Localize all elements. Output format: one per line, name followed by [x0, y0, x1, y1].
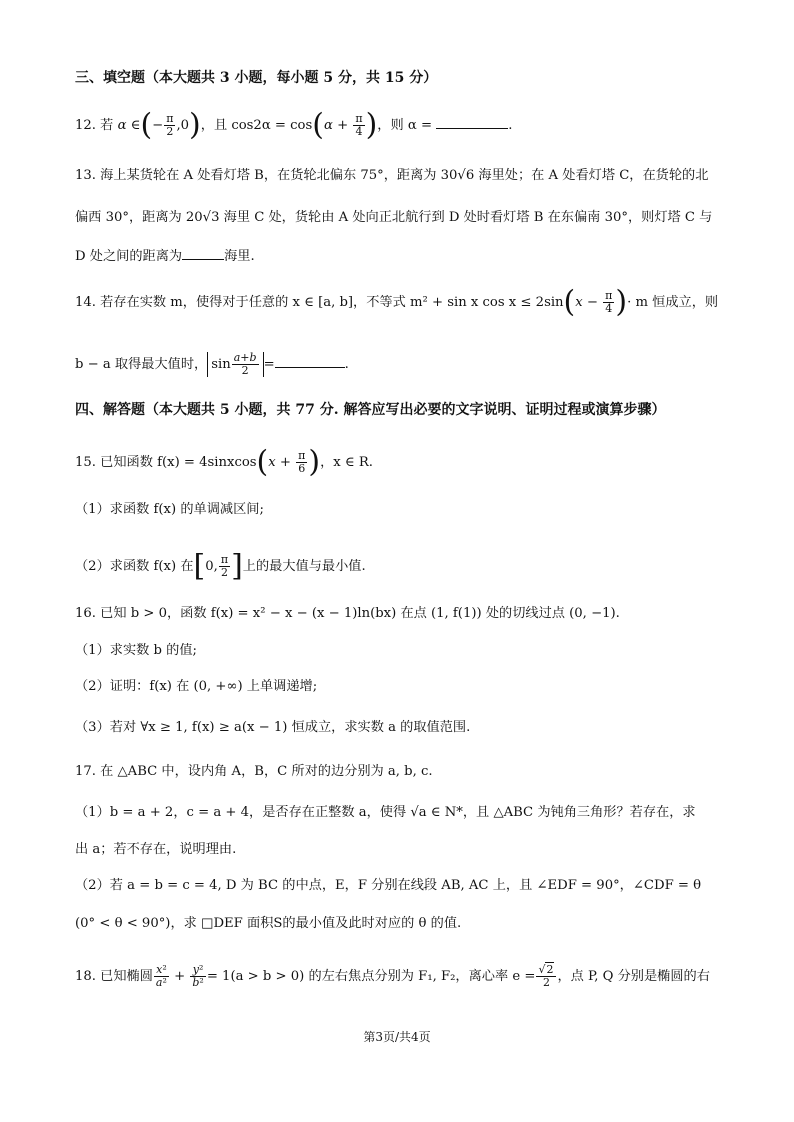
q13-line3-b: 海里. — [224, 249, 255, 264]
question-17-part-2-line-1: （2）若 a = b = c = 4, D 为 BC 的中点，E，F 分别在线段 AB, AC 上，且 ∠EDF = 90°，∠CDF = θ — [75, 878, 702, 893]
q14-line2-a: b − a 取得最大值时， — [75, 357, 208, 372]
question-12: 12. 若 α ∈(− $\frac{\pi}{2}$ ,0)，且 cos2α = cos(α + $\frac{\pi}{4}$ )，则 α = . — [75, 107, 513, 143]
q12-end: ，则 α = — [377, 118, 437, 133]
question-16-part-1: （1）求实数 b 的值; — [75, 643, 197, 658]
q15-p2-b: 上的最大值与最小值. — [242, 559, 366, 574]
question-18-stem: 18. 已知椭圆 $\frac{\text{x²}}{\text{a²}}$ + $\frac{\text{y²}}{\text{b²}}$ = 1(a > b > 0) 的左右焦点分别为 F₁, F₂，离心率 e = $\frac{√2}{2}$ ，点 P, Q 分别是椭圆的右 — [75, 963, 710, 989]
q13-line3-a: D 处之间的距离为 — [75, 249, 183, 264]
question-15-part-1: （1）求函数 f(x) 的单调减区间; — [75, 502, 264, 517]
question-14-line-2 — [75, 352, 726, 377]
q18-c: ，点 P, Q 分别是椭圆的右 — [557, 969, 710, 984]
question-13-line-1: 13. 海上某货轮在 A 处看灯塔 B，在货轮北偏东 75°，距离为 30√6 海里处；在 A 处看灯塔 C，在货轮的北 — [75, 168, 709, 183]
q14-line1-a: 14. 若存在实数 m，使得对于任意的 x ∈ [a, b]，不等式 m² + sin x cos x ≤ 2sin — [75, 295, 564, 310]
section-4-title: 四、解答题（本大题共 5 小题，共 77 分. 解答应写出必要的文字说明、证明过程或演算步骤） — [75, 402, 666, 418]
q14-equals: = — [263, 357, 275, 372]
page-number: 第3页/共4页 — [363, 1030, 431, 1044]
question-15-part-2: （2）求函数 f(x) 在[0, $\frac{\pi}{2}$ ]上的最大值与最小值. — [75, 548, 366, 584]
question-13-line-3 — [75, 246, 726, 267]
q15-p2-a: （2）求函数 f(x) 在 — [75, 559, 194, 574]
q12-tail: . — [508, 118, 513, 133]
q14-tail: . — [344, 357, 349, 372]
q14-line1-b: · m 恒成立，则 — [627, 295, 719, 310]
question-17-part-1-line-1: （1）b = a + 2，c = a + 4，是否存在正整数 a，使得 √a ∈ N*，且 △ABC 为钝角三角形？若存在，求 — [75, 805, 696, 820]
q18-a: 18. 已知椭圆 — [75, 969, 153, 984]
q15-stem-b: ，x ∈ R. — [320, 455, 373, 470]
q13-answer-blank[interactable] — [182, 246, 224, 260]
section-3-title: 三、填空题（本大题共 3 小题，每小题 5 分，共 15 分） — [75, 70, 438, 86]
question-17-stem: 17. 在 △ABC 中，设内角 A，B，C 所对的边分别为 a, b, c. — [75, 764, 433, 779]
q18-b: = 1(a > b > 0) 的左右焦点分别为 F₁, F₂，离心率 e = — [206, 969, 536, 984]
q12-answer-blank[interactable] — [436, 115, 508, 129]
q12-prefix: 12. 若 — [75, 118, 114, 133]
question-15-stem: 15. 已知函数 f(x) = 4sinxcos(x + $\frac{\pi}{6}$ )，x ∈ R. — [75, 444, 373, 480]
question-16-stem: 16. 已知 b > 0，函数 f(x) = x² − x − (x − 1)ln(bx) 在点 (1, f(1)) 处的切线过点 (0, −1). — [75, 606, 620, 621]
question-17-part-2-line-2: (0° < θ < 90°)，求 □DEF 面积S的最小值及此时对应的 θ 的值. — [75, 916, 462, 931]
question-13-line-2: 偏西 30°，距离为 20√3 海里 C 处，货轮由 A 处向正北航行到 D 处时看灯塔 B 在东偏南 30°，则灯塔 C 与 — [75, 210, 713, 225]
question-16-part-3: （3）若对 ∀x ≥ 1, f(x) ≥ a(x − 1) 恒成立，求实数 a 的取值范围. — [75, 720, 471, 735]
question-14-line-1: 14. 若存在实数 m，使得对于任意的 x ∈ [a, b]，不等式 m² + sin x cos x ≤ 2sin(x − $\frac{\pi}{4}$ )· m 恒成立，则 — [75, 284, 719, 320]
q12-equation: cos2α = cos — [231, 118, 313, 133]
question-17-part-1-line-2: 出 a；若不存在，说明理由. — [75, 842, 237, 857]
q14-abs-expression: sin $\frac{a+b}{2}$ — [207, 352, 263, 377]
q14-answer-blank[interactable] — [275, 354, 345, 368]
q12-mid: ，且 — [200, 118, 228, 133]
q15-stem-a: 15. 已知函数 f(x) = 4sinxcos — [75, 455, 257, 470]
question-16-part-2: （2）证明：f(x) 在 (0, +∞) 上单调递增; — [75, 679, 318, 694]
